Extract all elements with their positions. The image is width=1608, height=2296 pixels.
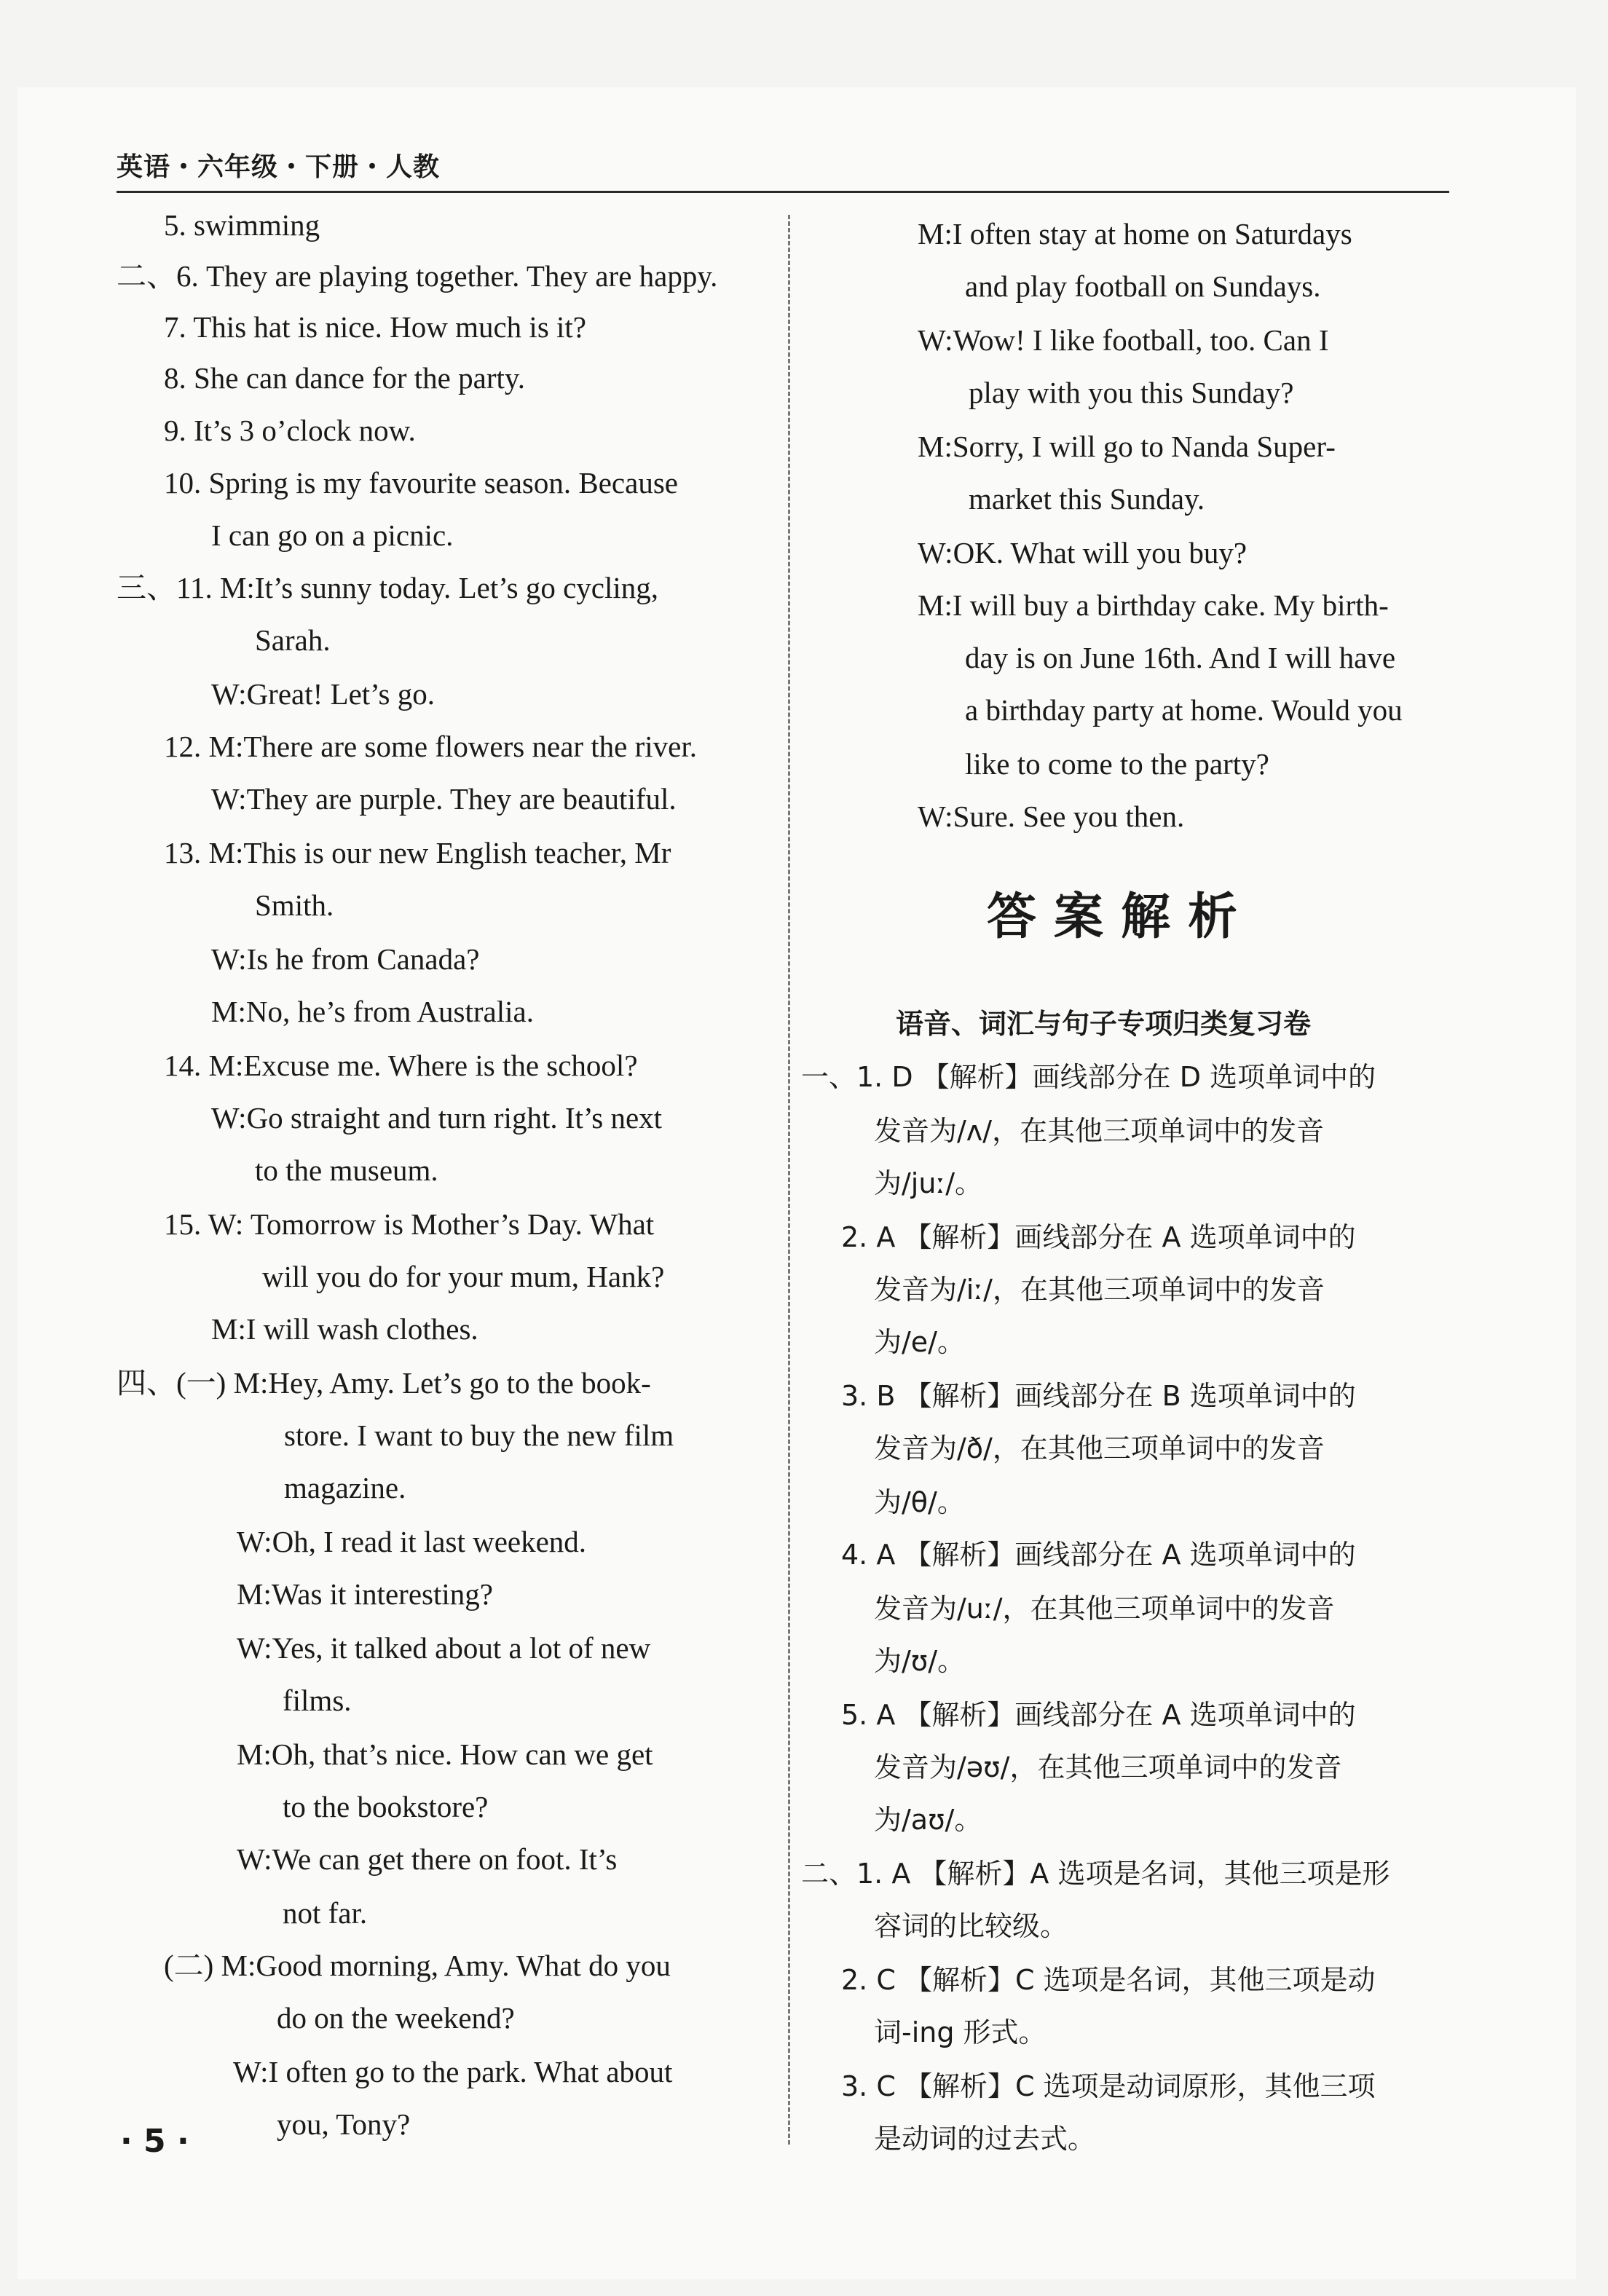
text-line: Sarah. <box>255 623 331 657</box>
text-line: W:Wow! I like football, too. Can I <box>918 323 1329 357</box>
answer-line: 2. C 【解析】C 选项是名词，其他三项是动 <box>841 1964 1376 1996</box>
text-line: 8. She can dance for the party. <box>164 361 525 395</box>
page-header <box>117 140 1449 193</box>
text-line: store. I want to buy the new film <box>284 1419 674 1452</box>
text-line: 7. This hat is nice. How much is it? <box>164 310 587 344</box>
text-line: 5. swimming <box>164 208 320 242</box>
answer-line: 为/e/。 <box>874 1326 965 1358</box>
text-line: W:OK. What will you buy? <box>918 536 1248 569</box>
text-line: W:Is he from Canada? <box>211 942 480 976</box>
answer-line: 是动词的过去式。 <box>874 2123 1096 2155</box>
text-line: M:I will buy a birthday cake. My birth- <box>918 588 1389 622</box>
text-line: M:Was it interesting? <box>237 1577 493 1611</box>
text-line: 15. W: Tomorrow is Mother’s Day. What <box>164 1207 655 1241</box>
section-heading: 答案解析 <box>987 888 1256 946</box>
text-line: like to come to the party? <box>965 747 1269 781</box>
text-line: market this Sunday. <box>969 482 1205 516</box>
answer-line: 4. A 【解析】画线部分在 A 选项单词中的 <box>841 1539 1356 1571</box>
answer-line: 发音为/uː/，在其他三项单词中的发音 <box>874 1593 1335 1625</box>
text-line: a birthday party at home. Would you <box>965 693 1403 727</box>
text-line: W:Yes, it talked about a lot of new <box>237 1631 651 1665</box>
answer-line: 发音为/ʌ/，在其他三项单词中的发音 <box>874 1115 1325 1147</box>
answer-line: 发音为/ð/，在其他三项单词中的发音 <box>874 1432 1325 1464</box>
text-line: do on the weekend? <box>277 2001 515 2035</box>
text-line: 12. M:There are some flowers near the river. <box>164 730 698 763</box>
answer-line: 发音为/əʊ/，在其他三项单词中的发音 <box>874 1751 1342 1783</box>
text-line: 四、(一) M:Hey, Amy. Let’s go to the book- <box>117 1366 651 1400</box>
text-line: M:I will wash clothes. <box>211 1312 478 1346</box>
header-title: 英语・六年级・下册・人教 <box>117 152 441 182</box>
text-line: W:Sure. See you then. <box>918 800 1185 833</box>
answer-line: 一、1. D 【解析】画线部分在 D 选项单词中的 <box>801 1061 1376 1093</box>
text-line: W:We can get there on foot. It’s <box>237 1842 618 1876</box>
text-line: W:Go straight and turn right. It’s next <box>211 1101 663 1135</box>
text-line: you, Tony? <box>277 2107 411 2141</box>
answer-line: 词-ing 形式。 <box>874 2016 1047 2048</box>
text-line: not far. <box>283 1896 368 1930</box>
answer-line: 3. C 【解析】C 选项是动词原形，其他三项 <box>841 2070 1376 2102</box>
text-line: W:Great! Let’s go. <box>211 677 435 711</box>
text-line: to the museum. <box>255 1153 438 1187</box>
text-line: and play football on Sundays. <box>965 269 1321 303</box>
answer-line: 为/aʊ/。 <box>874 1804 982 1836</box>
answer-line: 发音为/iː/，在其他三项单词中的发音 <box>874 1274 1325 1306</box>
text-line: will you do for your mum, Hank? <box>262 1260 665 1293</box>
text-line: 10. Spring is my favourite season. Because <box>164 466 678 500</box>
text-line: 13. M:This is our new English teacher, Mr <box>164 836 671 869</box>
text-line: day is on June 16th. And I will have <box>965 641 1396 674</box>
answer-line: 2. A 【解析】画线部分在 A 选项单词中的 <box>841 1221 1356 1253</box>
text-line: W:Oh, I read it last weekend. <box>237 1525 587 1558</box>
text-line: 二、6. They are playing together. They are happy. <box>117 259 718 293</box>
text-line: 9. It’s 3 o’clock now. <box>164 414 416 447</box>
text-line: films. <box>283 1684 352 1717</box>
answer-line: 5. A 【解析】画线部分在 A 选项单词中的 <box>841 1699 1356 1731</box>
text-line: 14. M:Excuse me. Where is the school? <box>164 1049 638 1082</box>
text-line: M:I often stay at home on Saturdays <box>918 217 1352 250</box>
answer-line: 3. B 【解析】画线部分在 B 选项单词中的 <box>841 1380 1356 1412</box>
text-line: magazine. <box>284 1471 406 1504</box>
text-line: M:Sorry, I will go to Nanda Super- <box>918 430 1336 463</box>
column-divider <box>788 215 790 2145</box>
text-line: 三、11. M:It’s sunny today. Let’s go cycling, <box>117 571 659 604</box>
text-line: to the bookstore? <box>283 1790 489 1823</box>
text-line: (二) M:Good morning, Amy. What do you <box>164 1949 671 1982</box>
text-line: M:Oh, that’s nice. How can we get <box>237 1737 653 1771</box>
text-line: W:I often go to the park. What about <box>233 2055 673 2088</box>
section-subheading: 语音、词汇与句子专项归类复习卷 <box>896 1008 1312 1040</box>
answer-line: 为/ʊ/。 <box>874 1645 966 1677</box>
text-line: I can go on a picnic. <box>211 518 454 552</box>
answer-line: 为/juː/。 <box>874 1167 983 1199</box>
text-line: Smith. <box>255 888 334 922</box>
answer-line: 二、1. A 【解析】A 选项是名词，其他三项是形 <box>801 1858 1390 1890</box>
answer-line: 为/θ/。 <box>874 1486 965 1518</box>
answer-line: 容词的比较级。 <box>874 1910 1068 1942</box>
text-line: W:They are purple. They are beautiful. <box>211 782 677 816</box>
text-line: play with you this Sunday? <box>969 376 1294 409</box>
page-number: · 5 · <box>120 2123 189 2160</box>
text-line: M:No, he’s from Australia. <box>211 995 534 1028</box>
